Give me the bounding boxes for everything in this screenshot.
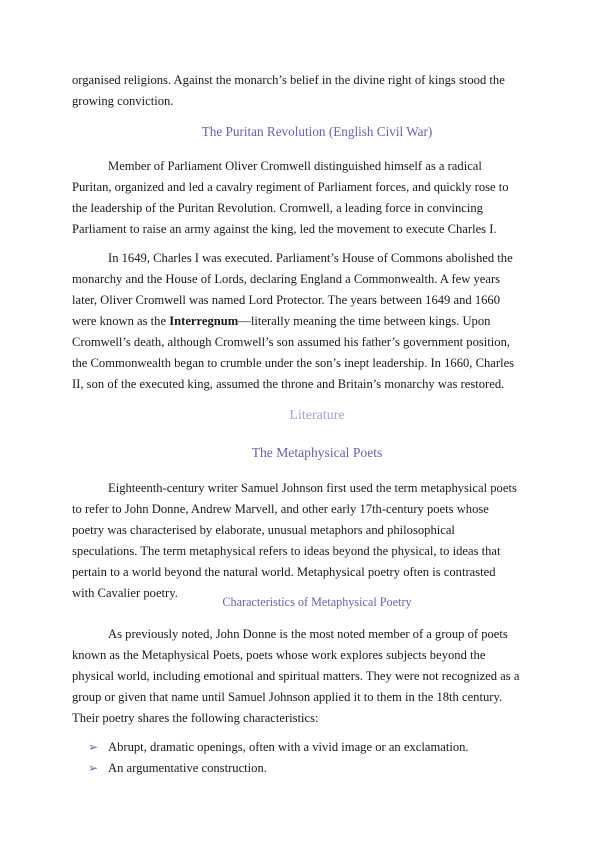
characteristics-heading: Characteristics of Metaphysical Poetry: [222, 595, 412, 609]
arrow-bullet-icon: ➢: [88, 740, 99, 754]
interregnum-term: Interregnum: [169, 314, 239, 328]
donne-paragraph: As previously noted, John Donne is the most noted member of a group of poets known as the Metaphysical Poets, poets whose work explores subjects beyond the physical world, including emotional and spiritual matters. They were not recognized as a group or given that name until Samuel Johnson applied it to them in the 18th century. Their poetry shares the following characteristics:: [72, 627, 520, 725]
intro-line-2: growing conviction.: [72, 94, 174, 108]
metaphysical-poets-heading: The Metaphysical Poets: [251, 445, 383, 460]
list-item: [88, 758, 528, 779]
intro-paragraph: [72, 70, 520, 112]
interregnum-text-after: —literally meaning the time between kings. Upon Cromwell’s death, although Cromwell’s son assumed his father’s government position, the Commonwealth began to crumble under the son’s inept leadership. In 1660, Charles II, son of the executed king, assumed the throne and Britain’s monarchy was restored.: [72, 314, 515, 391]
list-item: [88, 737, 528, 758]
johnson-paragraph: Eighteenth-century writer Samuel Johnson first used the term metaphysical poets to refer to John Donne, Andrew Marvell, and other early 17th-century poets whose poetry was characterised by elaborate, unusual metaphors and philosophical speculations. The term metaphysical refers to ideas beyond the physical, to ideas that pertain to a world beyond the natural world. Metaphysical poetry often is contrasted with Cavalier poetry.: [72, 481, 517, 600]
interregnum-text-before: In 1649, Charles I was executed. Parliament’s House of Commons abolished the monarchy and the House of Lords, declaring England a Commonwealth. A few years later, Oliver Cromwell was named Lord Protector. The years between 1649 and 1660 were known as the: [72, 251, 513, 328]
intro-line-1: organised religions. Against the monarch’s belief in the divine right of kings stood the: [72, 73, 505, 87]
arrow-bullet-icon: ➢: [88, 761, 99, 775]
interregnum-paragraph: [72, 248, 520, 395]
puritan-revolution-heading: The Puritan Revolution (English Civil War): [201, 124, 433, 139]
list-item-text: Abrupt, dramatic openings, often with a vivid image or an exclamation.: [108, 740, 469, 754]
list-item-text: An argumentative construction.: [108, 761, 267, 775]
literature-heading: Literature: [289, 408, 345, 423]
cromwell-paragraph: Member of Parliament Oliver Cromwell distinguished himself as a radical Puritan, organized and led a cavalry regiment of Parliament forces, and quickly rose to the leadership of the Puritan Revolution. Cromwell, a leading force in convincing Parliament to raise an army against the king, led the movement to execute Charles I.: [72, 159, 509, 236]
characteristics-list: [88, 737, 528, 779]
